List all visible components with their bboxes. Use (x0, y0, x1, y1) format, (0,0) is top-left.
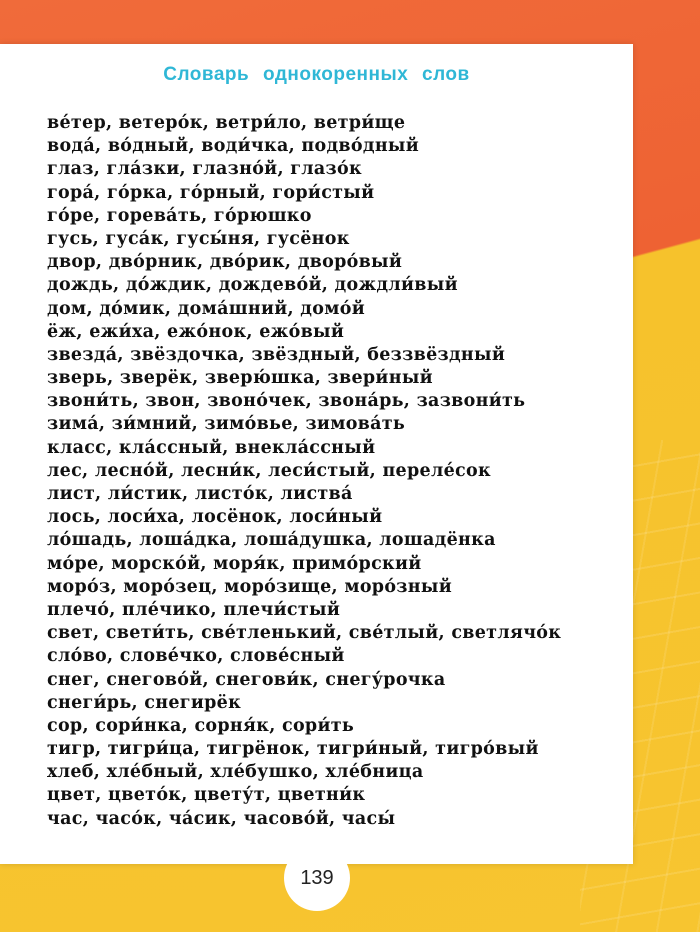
word-row: снеги́рь, снегирёк (47, 692, 242, 713)
word-row: ёж, ежи́ха, ежо́нок, ежо́вый (47, 321, 345, 342)
word-row: глаз, гла́зки, глазно́й, глазо́к (47, 159, 362, 180)
book-page (0, 44, 633, 864)
word-row: хлеб, хле́бный, хле́бушко, хле́бница (47, 762, 424, 783)
word-row: мо́ре, морско́й, моря́к, примо́рский (47, 553, 422, 574)
word-row: час, часо́к, ча́сик, часово́й, часы́ (47, 808, 396, 829)
word-row: двор, дво́рник, дво́рик, дворо́вый (47, 252, 403, 273)
word-row: го́ре, горева́ть, го́рюшко (47, 205, 312, 226)
word-row: зверь, зверёк, звеpю́шка, звери́ный (47, 368, 433, 389)
word-row: гора́, го́рка, го́рный, гори́стый (47, 182, 375, 203)
word-row: дом, до́мик, дома́шний, домо́й (47, 298, 365, 319)
word-row: плечо́, пле́чико, плечи́стый (47, 599, 341, 620)
word-row: лось, лоси́ха, лосёнок, лоси́ный (47, 507, 383, 528)
word-row: сор, сори́нка, сорня́к, сори́ть (47, 715, 355, 736)
word-row: ве́тер, ветеро́к, ветри́ло, ветри́ще (47, 113, 406, 133)
word-row: вода́, во́дный, води́чка, подво́дный (47, 136, 420, 157)
word-row: зима́, зи́мний, зимо́вье, зимова́ть (47, 414, 406, 435)
word-row: моро́з, моро́зец, моро́зище, моро́зный (47, 576, 453, 597)
word-row: звезда́, звёздочка, звёздный, беззвёздный (47, 344, 506, 365)
page-number-badge (284, 845, 350, 911)
word-list (47, 112, 617, 831)
word-row: гусь, гуса́к, гусы́ня, гусёнок (47, 228, 350, 249)
word-row: сло́во, слове́чко, слове́сный (47, 646, 345, 667)
word-row: снег, снегово́й, снегови́к, снегу́рочка (47, 669, 446, 690)
page-title: Словарь однокоренных слов (163, 64, 470, 85)
word-row: лист, ли́стик, листо́к, листва́ (47, 484, 353, 504)
word-row: дождь, до́ждик, дождево́й, дождли́вый (47, 275, 458, 296)
page-number: 139 (300, 866, 334, 889)
word-row: ло́шадь, лоша́дка, лоша́душка, лошадёнка (47, 530, 496, 551)
word-row: тигр, тигри́ца, тигрёнок, тигри́ный, тигро́вый (47, 739, 539, 760)
word-row: свет, свети́ть, све́тленький, све́тлый, светлячо́к (47, 623, 562, 644)
word-row: цвет, цвето́к, цвету́т, цветни́к (47, 785, 366, 806)
word-row: лес, лесно́й, лесни́к, леси́стый, переле́сок (47, 460, 491, 481)
word-row: класс, кла́ссный, внекла́ссный (47, 437, 376, 458)
word-row: звони́ть, звон, звоно́чек, звона́рь, зазвони́ть (47, 391, 526, 412)
